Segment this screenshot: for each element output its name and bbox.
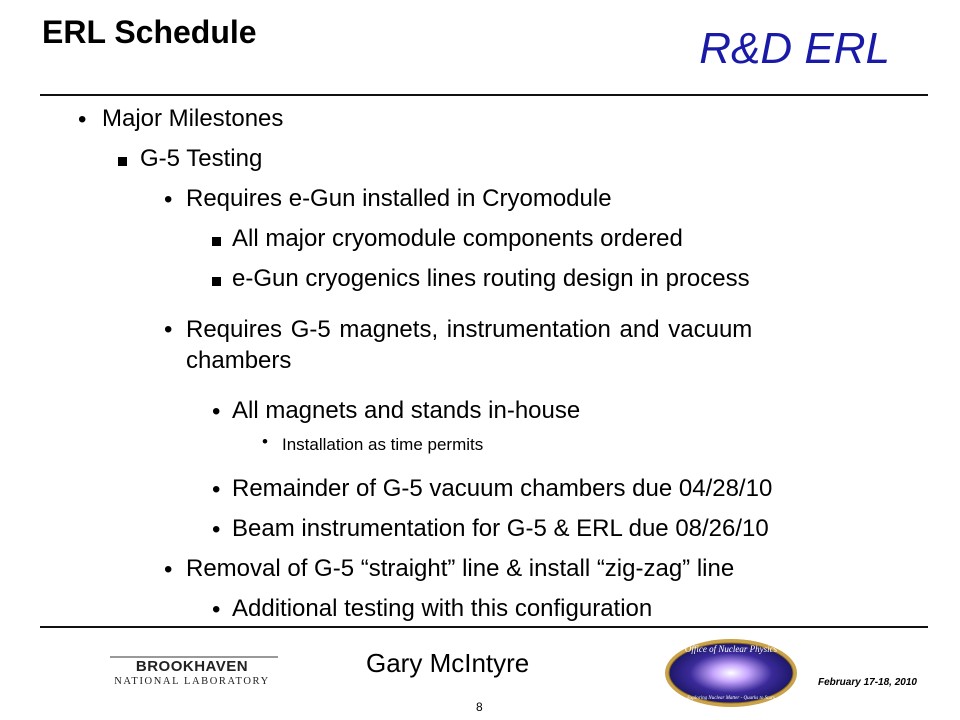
nuclear-physics-logo: [662, 637, 800, 709]
bullet-dot: •: [78, 106, 87, 133]
bullet-dot: •: [212, 596, 221, 623]
page-number: 8: [476, 700, 483, 714]
slide-title: ERL Schedule: [42, 14, 257, 50]
bullet-dot: •: [164, 556, 173, 583]
bullet-text: Major Milestones: [102, 105, 284, 132]
bullet-text: G-5 Testing: [140, 145, 263, 172]
bullet-square: [118, 153, 127, 171]
bullet-square: [212, 273, 221, 291]
bullet-text: e-Gun cryogenics lines routing design in process: [232, 265, 750, 292]
presenter-name: Gary McIntyre: [366, 648, 530, 678]
bullet-square: [212, 233, 221, 251]
bullet-dot: •: [164, 316, 173, 343]
bullet-dot: •: [212, 516, 221, 543]
bottom-divider: [40, 626, 928, 628]
bullet-text: Remainder of G-5 vacuum chambers due 04/28/10: [232, 475, 773, 502]
bullet-text: Requires G-5 magnets, instrumentation and vacuum chambers: [186, 316, 753, 374]
bullet-text: Additional testing with this configuration: [232, 595, 653, 622]
bullet-text: All major cryomodule components ordered: [232, 225, 683, 252]
bullet-text: Installation as time permits: [282, 435, 484, 454]
event-date: February 17-18, 2010: [818, 677, 917, 688]
bullet-dot: •: [212, 398, 221, 425]
bullet-text: Removal of G-5 “straight” line & install “zig-zag” line: [186, 555, 735, 582]
onp-logo-top-text: Office of Nuclear Physics: [684, 644, 778, 654]
bullet-dot: •: [262, 432, 268, 451]
bullet-text: Beam instrumentation for G-5 & ERL due 08/26/10: [232, 515, 769, 542]
top-divider: [40, 94, 928, 96]
brand-title: R&D ERL: [699, 24, 890, 73]
bullet-dot: •: [164, 186, 173, 213]
bullet-text: All magnets and stands in-house: [232, 397, 581, 424]
bullet-text: Requires e-Gun installed in Cryomodule: [186, 185, 612, 212]
brookhaven-logo: [100, 651, 286, 691]
onp-logo-bottom-text: Exploring Nuclear Matter - Quarks to Stars: [687, 696, 775, 701]
bullet-dot: •: [212, 476, 221, 503]
bnl-logo-line2: NATIONAL LABORATORY: [114, 676, 270, 687]
bnl-logo-line1: BROOKHAVEN: [135, 658, 249, 675]
